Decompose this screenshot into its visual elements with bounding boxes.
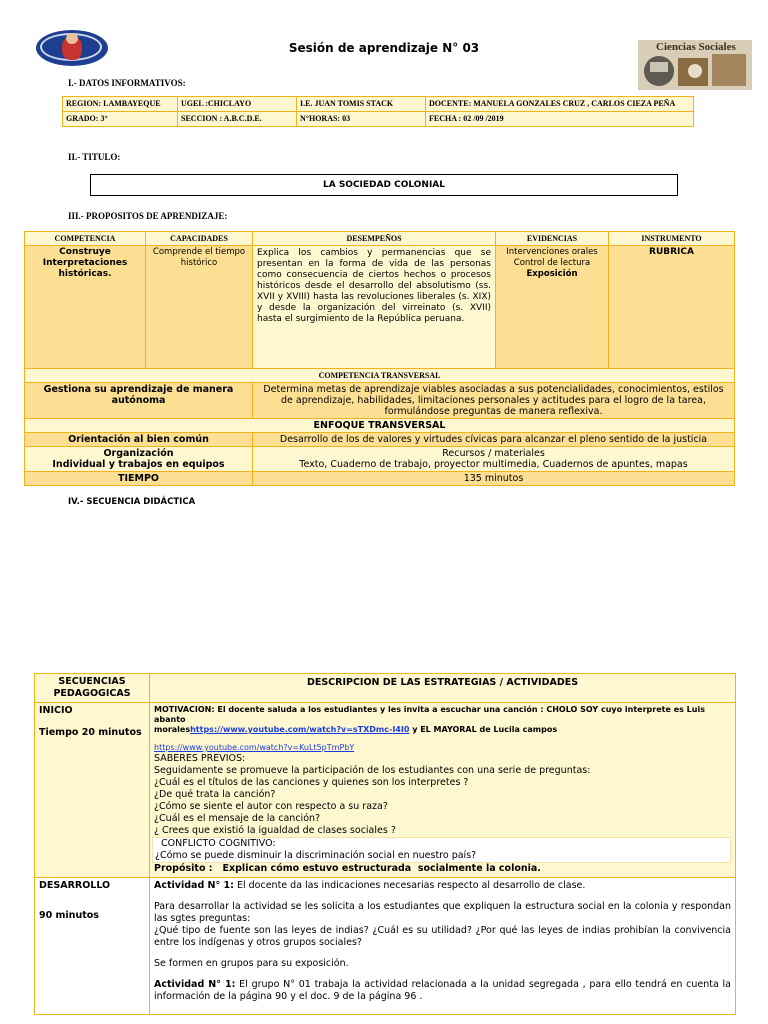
conflicto-question: ¿Cómo se puede disminuir la discriminación social en nuestro país? — [155, 850, 477, 861]
preguntas-paragraph: ¿Qué tipo de fuente son las leyes de indias? ¿Cuál es su utilidad? ¿Por qué las leyes de indias prohibían la convivencia entre los indígenas y otros grupos sociales? — [154, 925, 731, 948]
saberes-list — [154, 765, 731, 837]
actividad-2-text: El grupo N° 01 trabaja la actividad relacionada a la unidad segregada , para ello tendrá en cuenta la información de la página 90 y el doc. 9 de la página 96 . — [154, 979, 731, 1002]
competencia-cell: Construye Interpretaciones históricas. — [25, 246, 146, 369]
propositos-main-row — [25, 246, 735, 369]
datos-docente: DOCENTE: MANUELA GONZALES CRUZ , CARLOS CIEZA PEÑA — [426, 97, 694, 112]
secuencia-table — [34, 673, 736, 1015]
organizacion-cell — [25, 447, 253, 472]
grupos-paragraph: Se formen en grupos para su exposición. — [154, 958, 349, 969]
mayoral-text: y EL MAYORAL de Lucila campos — [409, 725, 558, 734]
col-descripcion-header: DESCRIPCION DE LAS ESTRATEGIAS / ACTIVIDADES — [150, 674, 736, 703]
conflicto-label: CONFLICTO COGNITIVO: — [155, 838, 276, 849]
recursos-value: Texto, Cuaderno de trabajo, proyector multimedia, Cuadernos de apuntes, mapas — [299, 459, 688, 470]
tiempo-value: 135 minutos — [253, 472, 735, 486]
organizacion-row — [25, 447, 735, 472]
youtube-link-2[interactable]: https://www.youtube.com/watch?v=KuLt5pTmPbY — [154, 743, 355, 752]
datos-fecha: FECHA : 02 /09 /2019 — [426, 112, 694, 127]
datos-table — [62, 96, 694, 127]
evidencias-cell — [496, 246, 609, 369]
saberes-line: ¿De qué trata la canción? — [154, 789, 276, 800]
datos-grado: GRADO: 3° — [63, 112, 178, 127]
inicio-label-cell — [35, 703, 150, 878]
saberes-label: SABERES PREVIOS: — [154, 753, 246, 764]
motivacion-label: MOTIVACION: — [154, 705, 215, 714]
col-secuencias-header: SECUENCIAS PEDAGOGICAS — [35, 674, 150, 703]
col-desempenos-header: DESEMPEÑOS — [253, 232, 496, 246]
competencia-transversal-header: COMPETENCIA TRANSVERSAL — [25, 369, 735, 383]
actividad-2-label: Actividad N° 1: — [154, 979, 236, 990]
col-evidencias-header: EVIDENCIAS — [496, 232, 609, 246]
capacidad-cell: Comprende el tiempo histórico — [146, 246, 253, 369]
desarrollo-content — [150, 878, 736, 1015]
saberes-line: ¿Cómo se siente el autor con respecto a su raza? — [154, 801, 388, 812]
actividad-1-label: Actividad N° 1: — [154, 880, 234, 891]
propositos-table — [24, 231, 735, 486]
col-instrumento-header: INSTRUMENTO — [609, 232, 735, 246]
section-titulo-heading: II.- TITULO: — [68, 152, 121, 162]
transversal-name: Gestiona su aprendizaje de manera autónoma — [25, 383, 253, 419]
link-2-block — [154, 743, 731, 753]
datos-row-1 — [63, 97, 694, 112]
section-propositos-heading: III.- PROPOSITOS DE APRENDIZAJE: — [68, 211, 228, 221]
recursos-label: Recursos / materiales — [442, 448, 545, 459]
desarrollo-label: DESARROLLO — [39, 880, 111, 891]
instruccion-paragraph: Para desarrollar la actividad se les solicita a los estudiantes que expliquen la estructura social en la colonia y respondan las sgtes preguntas: — [154, 901, 731, 924]
page-title: Sesión de aprendizaje N° 03 — [288, 41, 480, 55]
logo-label: Ciencias Sociales — [656, 41, 736, 53]
proposito-text: Explican cómo estuvo estructurada socialmente la colonia. — [212, 863, 541, 874]
enfoque-name: Orientación al bien común — [25, 433, 253, 447]
organizacion-value: Individual y trabajos en equipos — [52, 459, 225, 470]
ciencias-sociales-logo — [638, 40, 752, 90]
inicio-time: Tiempo 20 minutos — [39, 727, 142, 738]
motivacion-block — [154, 705, 731, 735]
proposito-line — [154, 863, 731, 875]
saberes-line: Seguidamente se promueve la participación de los estudiantes con una serie de preguntas: — [154, 765, 591, 776]
evidencia-2: Control de lectura — [513, 258, 591, 268]
transversal-header-row — [25, 369, 735, 383]
enfoque-row — [25, 433, 735, 447]
evidencia-3: Exposición — [526, 269, 578, 279]
inicio-label: INICIO — [39, 705, 73, 716]
datos-ugel: UGEL :CHICLAYO — [178, 97, 297, 112]
session-title-box: LA SOCIEDAD COLONIAL — [90, 174, 678, 196]
col-capacidades-header: CAPACIDADES — [146, 232, 253, 246]
instrumento-cell: RUBRICA — [609, 246, 735, 369]
conflicto-box — [152, 837, 731, 863]
desarrollo-time: 90 minutos — [39, 910, 99, 921]
motivacion-text: El docente saluda a los estudiantes y les invita a escuchar una canción : CHOLO SOY cuyo interprete es Luis abanto — [154, 705, 705, 724]
saberes-line: ¿Cuál es el títulos de las canciones y quienes son los interpretes ? — [154, 777, 469, 788]
datos-horas: N°HORAS: 03 — [297, 112, 426, 127]
organizacion-label: Organización — [103, 448, 174, 459]
actividad-2-paragraph — [154, 979, 731, 1003]
datos-seccion: SECCION : A.B.C.D.E. — [178, 112, 297, 127]
transversal-desc: Determina metas de aprendizaje viables asociadas a sus potencialidades, conocimientos, estilos de aprendizaje, habilidades, limitaciones personales y actitudes para el logro de la tarea, formulándose preguntas de manera reflexiva. — [253, 383, 735, 419]
col-competencia-header: COMPETENCIA — [25, 232, 146, 246]
tiempo-row — [25, 472, 735, 486]
desarrollo-row — [35, 878, 736, 1015]
proposito-label: Propósito : — [154, 863, 213, 874]
youtube-link-1[interactable]: https://www.youtube.com/watch?v=sTXDmc-I4I0 — [190, 725, 410, 734]
section-datos-heading: I.- DATOS INFORMATIVOS: — [68, 78, 186, 88]
inicio-content — [150, 703, 736, 878]
enfoque-transversal-header: ENFOQUE TRANSVERSAL — [25, 419, 735, 433]
enfoque-header-row — [25, 419, 735, 433]
datos-ie: I.E. JUAN TOMIS STACK — [297, 97, 426, 112]
desarrollo-label-cell — [35, 878, 150, 1015]
saberes-line: ¿Cuál es el mensaje de la canción? — [154, 813, 321, 824]
actividad-1-text: El docente da las indicaciones necesarias respecto al desarrollo de clase. — [233, 880, 586, 891]
desempeno-cell: Explica los cambios y permanencias que se presentan en la forma de vida de las personas como consecuencia de ciertos hechos o procesos históricos desde el desarrollo del absolutismo (ss. XVII y XVIII) hasta las revoluciones liberales (s. XIX) y desde la organización del virreinato (s. XVII) hasta el surgimiento de la República peruana. — [253, 246, 496, 369]
morales-text: morales — [154, 725, 191, 734]
datos-row-2 — [63, 112, 694, 127]
enfoque-desc: Desarrollo de los de valores y virtudes cívicas para alcanzar el pleno sentido de la justicia — [253, 433, 735, 447]
transversal-row — [25, 383, 735, 419]
propositos-header-row — [25, 232, 735, 246]
secuencia-header-row — [35, 674, 736, 703]
datos-region: REGION: LAMBAYEQUE — [63, 97, 178, 112]
evidencia-1: Intervenciones orales — [506, 247, 598, 257]
recursos-cell — [253, 447, 735, 472]
inicio-row — [35, 703, 736, 878]
saberes-line: ¿ Crees que existió la igualdad de clases sociales ? — [154, 825, 396, 836]
section-secuencia-heading: IV.- SECUENCIA DIDÁCTICA — [68, 497, 196, 507]
tiempo-label: TIEMPO — [25, 472, 253, 486]
actividad-1-paragraph — [154, 880, 731, 892]
